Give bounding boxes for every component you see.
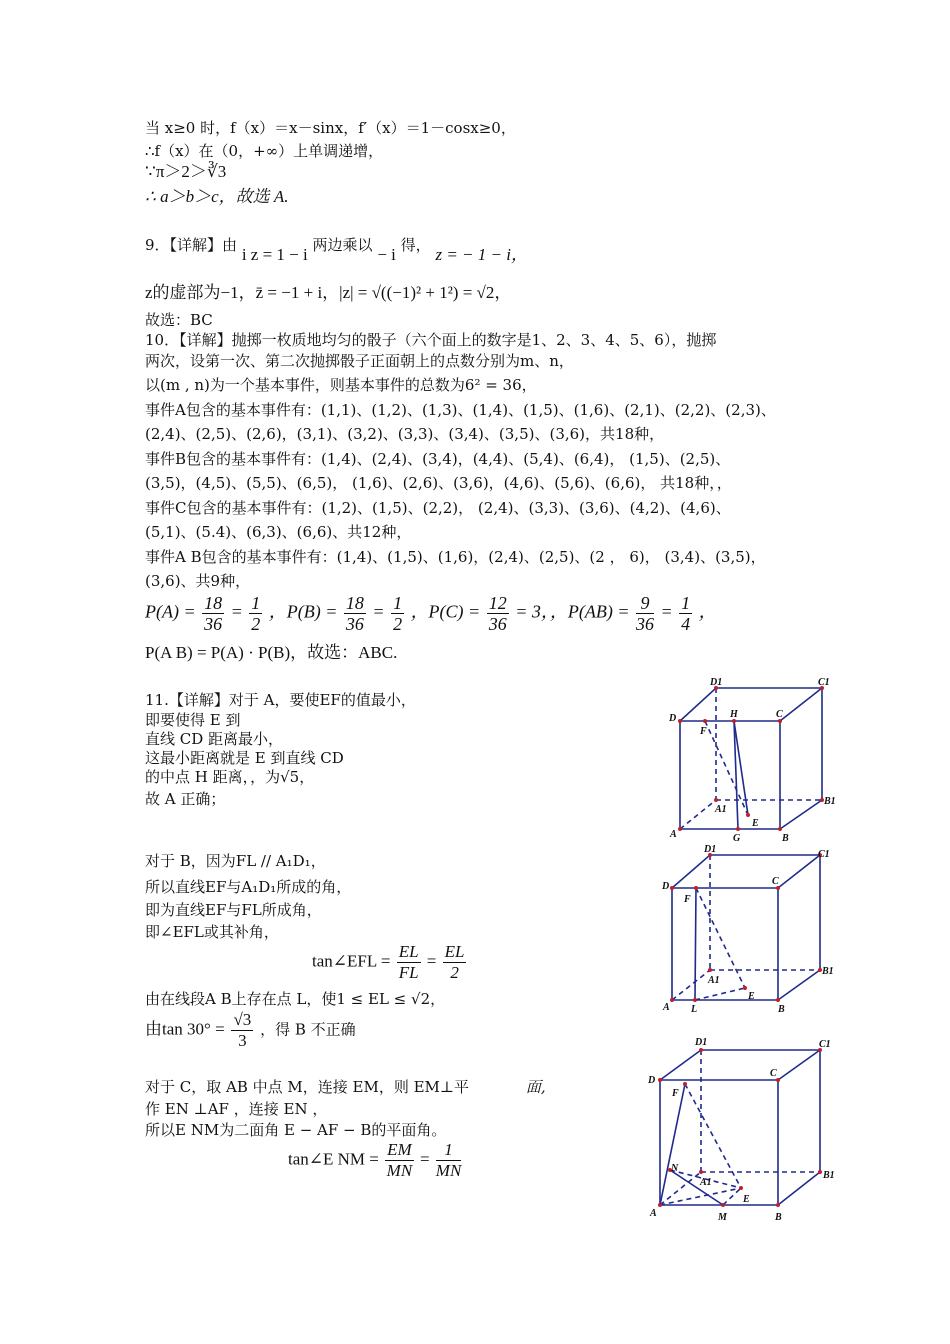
label-a: A <box>650 1208 657 1219</box>
conclusion-b: ，得 B 不正确 <box>260 1020 356 1039</box>
frac-12-36 <box>487 593 509 634</box>
label-g: G <box>733 833 741 844</box>
label-c1: C1 <box>818 849 830 860</box>
frac-9-36 <box>636 593 654 634</box>
q10-line-9: (5,1)、(5.4)、(6,3)、(6,6)、共12种， <box>145 523 412 541</box>
pC-label: ，P(C) = <box>410 601 481 622</box>
q11-b-line-1: 对于 B，因为FL // A₁D₁， <box>145 852 326 870</box>
label-d1: D1 <box>704 844 717 855</box>
q11-c-line-2: 作 EN ⊥AF ，连接 EN ， <box>145 1100 328 1118</box>
q10-line-6: 事件B包含的基本事件有：(1,4)、(2,4)、(3,4)，(4,4)、(5,4)、(6,4)， (1,5)、(2,5)、 <box>145 450 731 468</box>
frac-den: FL <box>398 963 419 982</box>
frac-em-mn <box>385 1140 414 1181</box>
c-line-text: 对于 C，取 AB 中点 M，连接 EM，则 EM⊥平 <box>145 1078 470 1096</box>
label-a1: A1 <box>708 975 720 986</box>
q10-probabilities <box>145 593 717 634</box>
top-line-1: 当 x≥0 时，f（x）＝x－sinx，f′（x）＝1－cosx≥0， <box>145 119 516 137</box>
q10-line-2: 两次，设第一次、第二次抛掷骰子正面朝上的点数分别为m、n， <box>145 352 574 370</box>
label-b1: B1 <box>823 1170 835 1181</box>
frac-num: 1 <box>681 593 691 613</box>
cube-figure-3 <box>645 1030 845 1225</box>
frac-18-36-b <box>344 593 366 634</box>
label-f: F <box>700 726 707 737</box>
frac-den: 2 <box>393 614 403 634</box>
label-a: A <box>663 1002 670 1013</box>
q10-line-5: (2,4)、(2,5)、(2,6)，(3,1)、(3,2)、(3,3)、(3,4)、(3,5)、(3,6)，共18种， <box>145 425 665 443</box>
label-c1: C1 <box>818 677 830 688</box>
frac-1-mn <box>436 1140 462 1181</box>
eq-sign: = <box>426 951 437 971</box>
q11-c-tan <box>288 1140 463 1181</box>
top-line-2: ∴f（x）在（0，+∞）上单调递增， <box>145 142 384 160</box>
label-e: E <box>752 818 759 829</box>
q9-intro: 9．【详解】由 <box>145 236 238 254</box>
top-line-4: ∴ a＞b＞c，故选 A. <box>145 187 289 206</box>
label-d1: D1 <box>695 1037 708 1048</box>
tan-efl-label: tan∠EFL = <box>312 951 391 971</box>
frac-1-2-a <box>249 593 262 634</box>
q11-a-line-5: 的中点 H 距离，，为√5， <box>145 768 315 786</box>
pA-label: P(A) = <box>145 601 196 622</box>
label-m: M <box>718 1212 727 1223</box>
q11-a-line-6: 故 A 正确； <box>145 790 226 808</box>
frac-num: EL <box>444 942 465 961</box>
q11-b-line-6: 由在线段A B上存在点 L，使1 ≤ EL ≤ √2， <box>145 990 446 1008</box>
label-f: F <box>672 1088 679 1099</box>
q11-b-line-4: 即∠EFL或其补角， <box>145 923 279 941</box>
label-a1: A1 <box>700 1177 712 1188</box>
frac-den: 3 <box>238 1031 247 1050</box>
label-c1: C1 <box>819 1039 831 1050</box>
label-h: H <box>730 709 738 720</box>
frac-den: 36 <box>635 614 654 634</box>
eq-sign: = <box>230 601 243 622</box>
frac-den: 36 <box>345 614 364 634</box>
label-b1: B1 <box>824 796 836 807</box>
q11-c-line-3: 所以E NM为二面角 E − AF − B的平面角。 <box>145 1121 447 1139</box>
q9-result: z = − 1 − i， <box>435 245 528 264</box>
frac-den: 2 <box>450 963 459 982</box>
frac-1-4 <box>679 593 692 634</box>
q9-line-2: z的虚部为−1，z̄ = −1 + i，|z| = √((−1)² + 1²) = √2， <box>145 283 512 302</box>
label-b: B <box>782 833 789 844</box>
q9-de: 得， <box>400 236 431 254</box>
frac-den: MN <box>386 1161 413 1180</box>
frac-num: 9 <box>636 593 654 614</box>
q9-mid: 两边乘以 <box>312 236 373 254</box>
q10-line-3: 以(m , n)为一个基本事件，则基本事件的总数为6² = 36， <box>145 376 537 394</box>
frac-num: √3 <box>233 1010 252 1029</box>
q11-a-line-2: 即要使得 E 到 <box>145 711 241 729</box>
tan-enm-label: tan∠E NM = <box>288 1149 379 1169</box>
label-a: A <box>670 829 677 840</box>
q10-line-4: 事件A包含的基本事件有：(1,1)、(1,2)、(1,3)、(1,4)、(1,5)、(1,6)、(2,1)、(2,2)、(2,3)、 <box>145 401 776 419</box>
label-c: C <box>776 709 783 720</box>
q11-b-line-3: 即为直线EF与FL所成角， <box>145 901 322 919</box>
frac-den: MN <box>435 1161 462 1180</box>
frac-num: 1 <box>393 593 403 613</box>
eq-sign: = <box>660 601 673 622</box>
label-d: D <box>662 881 670 892</box>
q10-line-1: 10．【详解】抛掷一枚质地均匀的骰子（六个面上的数字是1、2、3、4、5、6），抛掷 <box>145 331 717 349</box>
label-d: D <box>648 1075 656 1086</box>
q11-b-line-2: 所以直线EF与A₁D₁所成的角， <box>145 878 352 896</box>
frac-1-2-b <box>391 593 404 634</box>
q9-mult: − i <box>377 245 396 264</box>
eq-sign: = <box>372 601 385 622</box>
tan30-label: 由tan 30° = <box>145 1019 225 1039</box>
q10-line-8: 事件C包含的基本事件有：(1,2)、(1,5)、(2,2)， (2,4)、(3,3)、(3,6)、(4,2)、(4,6)、 <box>145 499 731 517</box>
frac-el-2 <box>443 942 467 983</box>
frac-num: EM <box>387 1140 412 1159</box>
frac-num: 1 <box>251 593 261 613</box>
frac-den: 2 <box>251 614 261 634</box>
q10-line-11: (3,6)、共9种， <box>145 572 251 590</box>
label-b: B <box>775 1212 782 1223</box>
q11-b-tan30 <box>145 1010 356 1051</box>
label-l: L <box>691 1004 698 1015</box>
q9-line-1 <box>145 235 528 264</box>
q11-c-line-1 <box>145 1077 546 1097</box>
frac-num: 12 <box>488 593 507 613</box>
label-b: B <box>778 1004 785 1015</box>
cube-figure-2 <box>660 840 845 1020</box>
pAB-label: = 3，，P(AB) = <box>515 601 630 622</box>
label-e: E <box>743 1194 750 1205</box>
q9-eq1: i z = 1 − i <box>241 245 308 264</box>
frac-den: 4 <box>681 614 691 634</box>
eq-sign: = <box>419 1149 430 1169</box>
label-e: E <box>748 991 755 1002</box>
frac-18-36-a <box>202 593 224 634</box>
q9-answer: 故选：BC <box>145 311 213 329</box>
label-d: D <box>669 713 677 724</box>
frac-num: 18 <box>345 593 364 613</box>
pB-label: ，P(B) = <box>268 601 338 622</box>
frac-den: 36 <box>488 614 507 634</box>
label-c: C <box>770 1068 777 1079</box>
frac-num: EL <box>398 942 419 961</box>
frac-el-fl <box>397 942 421 983</box>
q11-b-tan <box>312 942 468 983</box>
top-line-3: ∵π＞2＞∛3 <box>145 162 227 181</box>
label-c: C <box>772 876 779 887</box>
q11-a-line-1: 11.【详解】对于 A，要使EF的值最小， <box>145 691 416 709</box>
label-f: F <box>684 894 691 905</box>
label-a1: A1 <box>715 804 727 815</box>
label-n: N <box>671 1163 679 1174</box>
cube-figure-1 <box>660 675 845 850</box>
c-line-tail: 面, <box>525 1078 546 1096</box>
label-b1: B1 <box>822 966 834 977</box>
q11-a-line-3: 直线 CD 距离最小， <box>145 730 284 748</box>
q11-a-line-4: 这最小距离就是 E 到直线 CD <box>145 749 344 767</box>
frac-den: 36 <box>204 614 223 634</box>
frac-sqrt3-3 <box>231 1010 253 1051</box>
comma: ， <box>698 601 717 622</box>
frac-num: 1 <box>436 1140 462 1161</box>
label-d1: D1 <box>710 677 723 688</box>
q10-line-10: 事件A B包含的基本事件有：(1,4)、(1,5)、(1,6)，(2,4)、(2,5)、(2 ， 6)， (3,4)、(3,5)， <box>145 548 766 566</box>
q10-line-7: (3,5)，(4,5)、(5,5)、(6,5)， (1,6)、(2,6)、(3,6)，(4,6)、(5,6)、(6,6)， 共18种，， <box>145 474 732 492</box>
frac-num: 18 <box>204 593 223 613</box>
q10-independence: P(A B) = P(A) · P(B)，故选：ABC. <box>145 643 398 662</box>
